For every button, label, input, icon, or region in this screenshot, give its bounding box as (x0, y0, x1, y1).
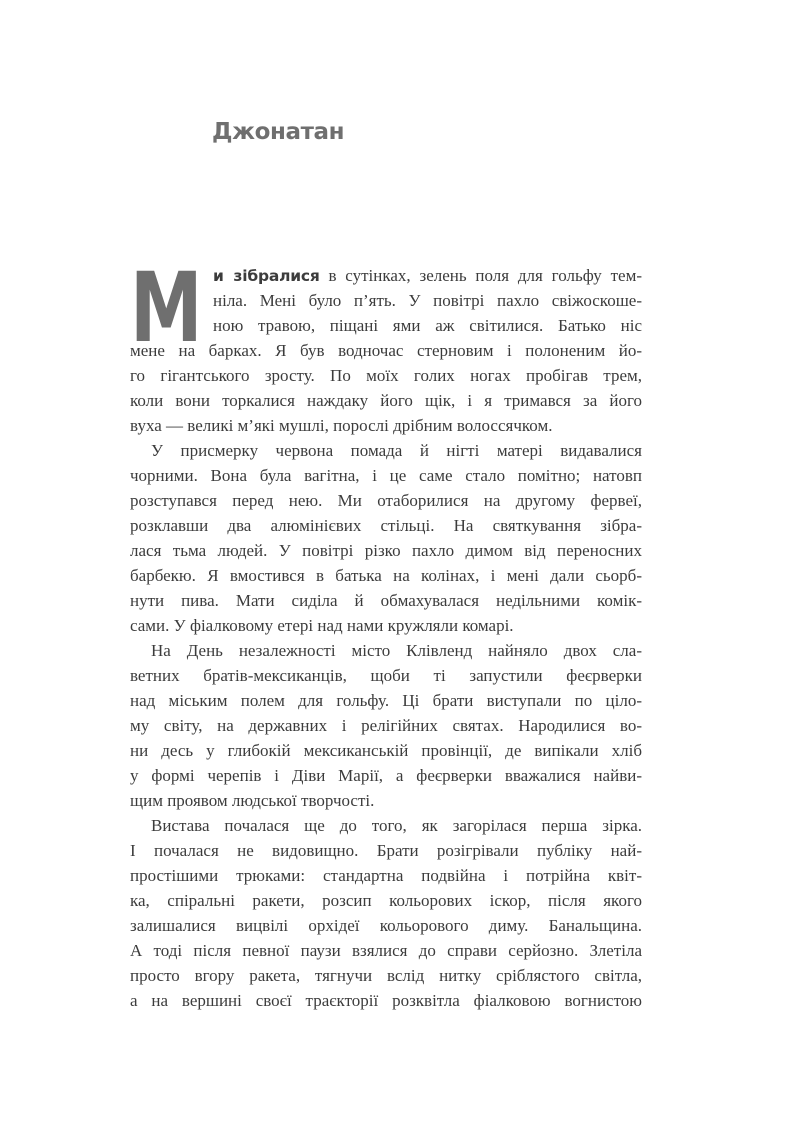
text-line: ка, спіральні ракети, розсип кольорових іскор, після якого (130, 891, 642, 910)
text-line: ветних братів-мексиканців, щоби ті запустили феєрверки (130, 666, 642, 685)
text-block (130, 252, 643, 1013)
text-line: сами. У фіалковому етері над нами кружляли комарі. (130, 616, 514, 635)
text-line: му світу, на державних і релігійних святах. Народилися во- (130, 716, 642, 735)
drop-cap: М (130, 252, 203, 364)
text-line: У присмерку червона помада й нігті матері видавалися (151, 441, 642, 460)
paragraph (130, 813, 642, 1013)
text-line: у формі черепів і Діви Марії, а феєрверки вважалися найви- (130, 766, 642, 785)
text-line: лася тьма людей. У повітрі різко пахло димом від переносних (130, 541, 642, 560)
text-line: залишалися вицвілі орхідеї кольорового диму. Банальщина. (130, 916, 642, 935)
text-line: просто вгору ракета, тягнучи вслід нитку сріблястого світла, (130, 966, 642, 985)
paragraph (130, 638, 642, 813)
text-line: мене на барках. Я був водночас стерновим і полоненим йо- (130, 341, 642, 360)
text-line: а на вершині своєї траєкторії розквітла фіалковою вогнистою (130, 991, 642, 1010)
text-line: І почалася не видовищно. Брати розігрівали публіку най- (130, 841, 642, 860)
chapter-title: Джонатан (212, 119, 345, 145)
text-line: розклавши два алюмінієвих стільці. На святкування зібра- (130, 516, 642, 535)
text-line: над міським полем для гольфу. Ці брати виступали по ціло- (130, 691, 642, 710)
text-line: нути пива. Мати сиділа й обмахувалася недільними комік- (130, 591, 642, 610)
paragraph (130, 252, 643, 438)
text-line: простішими трюками: стандартна подвійна і потрійна квіт- (130, 866, 642, 885)
text-line: коли вони торкалися наждаку його щік, і я тримався за його (130, 391, 642, 410)
text-line: ною травою, піщані ями аж світилися. Батько ніс (213, 316, 642, 335)
text-line: вуха — великі м’які мушлі, порослі дрібним волоссячком. (130, 416, 553, 435)
text-line: На День незалежності місто Клівленд найняло двох сла- (151, 641, 642, 660)
lead-bold-text: и зібралися (213, 267, 320, 285)
text-line: ніла. Мені було п’ять. У повітрі пахло свіжоскоше- (213, 291, 642, 310)
text-line: Вистава почалася ще до того, як загорілася перша зірка. (151, 816, 642, 835)
text-line: А тоді після певної паузи взялися до справи серйозно. Злетіла (130, 941, 642, 960)
text-line: чорними. Вона була вагітна, і це саме стало помітно; натовп (130, 466, 642, 485)
text-line: розступався перед нею. Ми отаборилися на другому фервеї, (130, 491, 642, 510)
paragraph (130, 438, 642, 638)
text-line: ни десь у глибокій мексиканській провінції, де випікали хліб (130, 741, 642, 760)
text-line: го гігантського зросту. По моїх голих ногах пробігав трем, (130, 366, 642, 385)
text-line: щим проявом людської творчості. (130, 791, 375, 810)
text-line: и зібралися в сутінках, зелень поля для гольфу тем- (213, 266, 643, 285)
text-line: барбекю. Я вмостився в батька на колінах, і мені дали сьорб- (130, 566, 642, 585)
